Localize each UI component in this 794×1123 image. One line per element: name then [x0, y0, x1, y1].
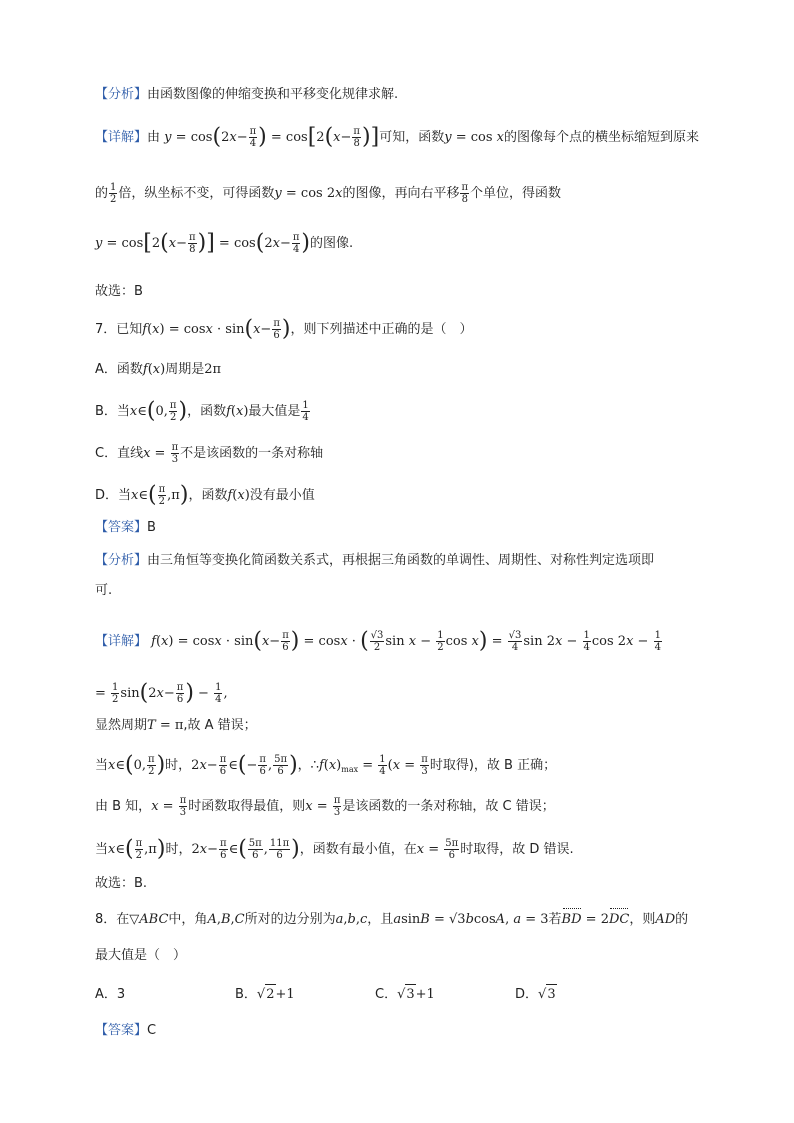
option-text: 不是该函数的一条对称轴: [180, 446, 324, 461]
q7-detail-period: [95, 716, 257, 736]
q7-option-c: [95, 442, 323, 465]
q7-option-a: [95, 360, 221, 380]
q8-text: ，且: [367, 912, 394, 927]
option-text: 没有最小值: [249, 488, 315, 503]
detail-text: ，∴: [297, 758, 319, 773]
q8-stem: [95, 910, 688, 930]
formula: f(x) = cosx · sin(x− $\frac{\pi}{6}$ ): [142, 316, 291, 342]
detail-text: 当: [95, 758, 109, 773]
q8-text: 若: [548, 912, 562, 927]
option-text: D．当: [95, 488, 132, 503]
formula: $\frac{1}{2}$: [110, 182, 117, 205]
formula: x = $\frac{\pi}{3}$: [143, 442, 179, 465]
detail-text: 倍，纵坐标不变，可得函数: [118, 186, 275, 201]
formula: f(x): [227, 488, 250, 503]
answer-tag: 【答案】: [95, 1023, 148, 1038]
formula: = $\frac{1}{2}$ sin(2x− $\frac{\pi}{6}$ ) − $\frac{1}{4}$ ,: [95, 680, 228, 706]
answer-line: 故选：B: [95, 284, 143, 299]
q7-detail-b: [95, 754, 556, 780]
detail-text: 的图像每个点的横坐标缩短到原来: [503, 130, 699, 145]
q8-option-a: A．3: [95, 987, 126, 1002]
analysis-line: [95, 85, 398, 105]
formula: 2x− $\frac{\pi}{6}$ ∈(− $\frac{\pi}{6}$ , $\frac{5\pi}{6}$ ): [191, 752, 298, 778]
formula: y = cos 2x: [274, 186, 343, 201]
q8-text: ，则: [629, 912, 656, 927]
q7-option-b: [95, 400, 311, 423]
q8-text: 所对的边分别为: [244, 912, 336, 927]
formula: $f(x)_{max}$ = $\frac{1}{4}$ (x = $\frac{\pi}{3}$: [318, 754, 428, 777]
formula: x = $\frac{5\pi}{6}$: [416, 838, 459, 861]
formula: x = $\frac{\pi}{3}$: [151, 795, 187, 818]
formula: a,b,c: [335, 912, 368, 927]
q7-stem-text: 7．已知: [95, 322, 143, 337]
formula: BD = 2DC: [562, 912, 630, 927]
formula: AD: [655, 912, 676, 927]
formula: x∈( $\frac{\pi}{2}$ ,π): [108, 836, 166, 862]
formula: y = cos(2x− $\frac{\pi}{4}$ ) = cos[2(x− $\frac{\pi}{8}$ )]: [164, 124, 380, 150]
detail-text: ,故 A 错误；: [183, 718, 257, 733]
q8-text: 8．在: [95, 912, 130, 927]
formula: √3: [538, 987, 557, 1002]
detail-text: 的: [95, 186, 109, 201]
option-text: D．: [515, 987, 539, 1002]
option-text: 周期是: [165, 362, 205, 377]
analysis-text: 由函数图像的伸缩变换和平移变化规律求解.: [147, 87, 399, 102]
detail-text: 的图像.: [310, 236, 354, 251]
detail-text: 是该函数的一条对称轴，故 C 错误；: [342, 799, 555, 814]
option-text: C．: [375, 987, 398, 1002]
q8-options: [95, 984, 557, 1005]
detail-line-1: [95, 126, 699, 149]
q7-analysis-cont: 可.: [95, 583, 113, 598]
formula: 2π: [204, 362, 222, 377]
q7-detail-d: [95, 838, 574, 861]
detail-tag: 【详解】: [95, 634, 148, 649]
analysis-text: 由三角恒等变换化简函数关系式，再根据三角函数的单调性、周期性、对称性判定选项即: [147, 553, 655, 568]
option-text: B．当: [95, 404, 130, 419]
q7-stem-text: ，则下列描述中正确的是（ ）: [290, 322, 473, 337]
option-text: B．: [235, 987, 257, 1002]
q8-stem-cont: 最大值是（ ）: [95, 948, 187, 963]
detail-text: ，函数有最小值，在: [299, 842, 417, 857]
formula: f(x): [142, 362, 166, 377]
detail-text: 可知，函数: [379, 130, 445, 145]
formula: A,B,C: [207, 912, 245, 927]
answer-value: B: [147, 520, 156, 535]
detail-text: 显然周期: [95, 718, 148, 733]
q7-stem: [95, 318, 473, 341]
detail-text: 由 B 知，: [95, 799, 152, 814]
q7-answer: [95, 518, 156, 538]
option-text: A．函数: [95, 362, 143, 377]
formula: $\frac{\pi}{8}$: [461, 182, 469, 205]
formula: √2+1: [257, 987, 295, 1002]
formula: x∈( $\frac{\pi}{2}$ ,π): [131, 482, 189, 508]
detail-line-2: [95, 182, 561, 205]
detail-text: 由: [147, 130, 161, 145]
formula: f(x): [226, 404, 249, 419]
q7-option-d: [95, 484, 315, 507]
formula: y = cos x: [444, 130, 504, 145]
formula: $\frac{1}{4}$: [302, 400, 309, 423]
q8-option-b: [235, 984, 375, 1005]
q8-option-c: [375, 984, 515, 1005]
detail-tag: 【详解】: [95, 130, 148, 145]
analysis-tag: 【分析】: [95, 553, 148, 568]
answer-value: C: [147, 1023, 157, 1038]
option-text: C．直线: [95, 446, 144, 461]
detail-text: 当: [95, 842, 109, 857]
detail-text: 的图像，再向右平移: [342, 186, 460, 201]
option-text: ，函数: [187, 404, 227, 419]
answer-tag: 【答案】: [95, 520, 148, 535]
q7-detail-c: [95, 795, 555, 818]
formula: x∈(0, $\frac{\pi}{2}$ ): [108, 752, 166, 778]
formula: asinB = √3bcosA, a = 3: [393, 912, 549, 927]
detail-text: 时函数取得最值，则: [188, 799, 306, 814]
q8-option-d: [515, 987, 557, 1002]
option-text: 最大值是: [248, 404, 301, 419]
formula: f(x) = cosx · sin(x− $\frac{\pi}{6}$ ) = cosx · ( $\frac{√3}{2}$ sin x − $\frac{1}{2}$ cos x) = $\frac{√3}{4}$ sin 2x − $\frac{1}{4}$ cos 2x − $\frac{1}{4}$: [151, 628, 661, 654]
formula: √3+1: [397, 987, 435, 1002]
formula: x∈(0, $\frac{\pi}{2}$ ): [129, 398, 188, 424]
detail-text: 时，: [165, 842, 192, 857]
formula: T = π: [147, 718, 184, 733]
q8-text: 中，角: [168, 912, 208, 927]
detail-text: 时取得)，故 B 正确；: [429, 758, 557, 773]
detail-line-3: [95, 232, 353, 255]
detail-text: 时取得，故 D 错误.: [460, 842, 574, 857]
q8-text: 的: [675, 912, 689, 927]
formula: ▽ABC: [129, 912, 169, 927]
q8-answer: [95, 1021, 156, 1041]
q7-detail-1: [95, 630, 663, 653]
formula: 2x− $\frac{\pi}{6}$ ∈( $\frac{5\pi}{6}$ , $\frac{11\pi}{6}$ ): [191, 836, 300, 862]
option-text: ，函数: [188, 488, 228, 503]
formula: x = $\frac{\pi}{3}$: [305, 795, 341, 818]
q7-detail-2: [95, 682, 228, 705]
q7-analysis: [95, 551, 654, 571]
formula: y = cos[2(x− $\frac{\pi}{8}$ )] = cos(2x− $\frac{\pi}{4}$ ): [95, 230, 311, 256]
analysis-tag: 【分析】: [95, 87, 148, 102]
detail-text: 时，: [165, 758, 192, 773]
q7-final: 故选：B.: [95, 876, 148, 891]
detail-text: 个单位，得函数: [470, 186, 562, 201]
